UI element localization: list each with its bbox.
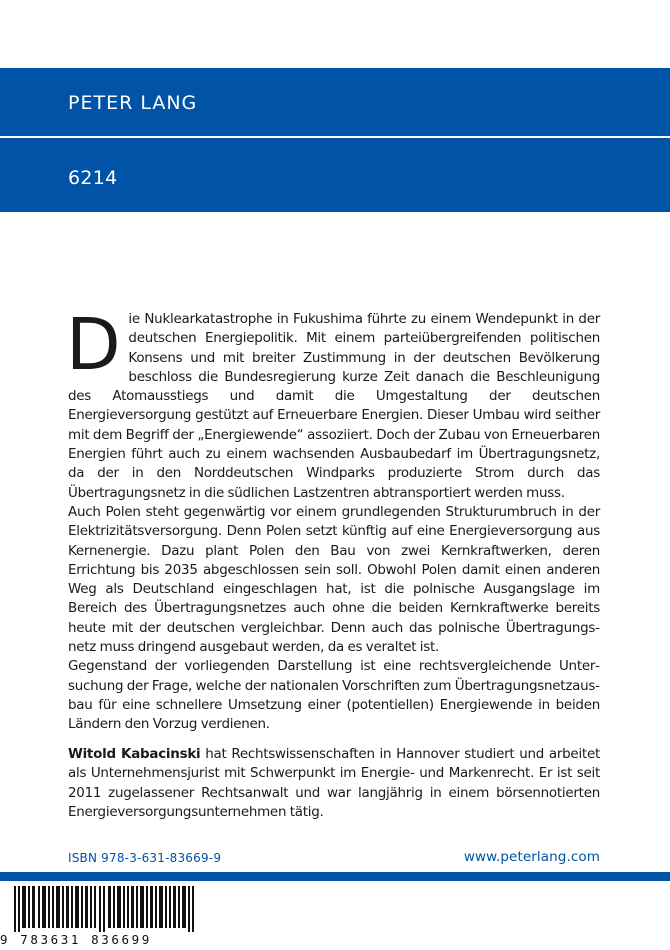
author-bio	[68, 745, 600, 822]
description-paragraph-3: Gegenstand der vorliegenden Darstellung ist eine rechtsvergleichende Untersuchung der Frage, welche der nationalen Vorschriften zum Übertragungsnetzausbau für eine schnellere Umsetzung einer (potentiellen) Energiewende in beiden Ländern den Vorzug verdienen.	[68, 659, 600, 733]
publisher-website-link[interactable]: www.peterlang.com	[463, 849, 600, 865]
author-name: Witold Kabacinski	[68, 747, 201, 762]
author-bio-text: hat Rechtswissenschaften in Hannover studiert und arbeitet als Unternehmensjurist mit Schwerpunkt im Energie- und Markenrecht. Er ist seit 2011 zugelassener Rechtsanwalt und war langjährig in einem börsennotierten Energieversorgungsunternehmen tätig.	[68, 747, 600, 820]
series-number: 6214	[68, 167, 118, 189]
header-band	[0, 68, 670, 136]
isbn-label: ISBN 978-3-631-83669-9	[68, 851, 222, 865]
description-paragraph-1-text: ie Nuklearkatastrophe in Fukushima führte zu einem Wendepunkt in der deutschen Energiepolitik. Mit einem parteiübergreifenden politischen Konsens und mit breiter Zustimmung in der deutschen Bevölkerung beschloss die Bundesregierung kurze Zeit danach die Beschleunigung des Atomausstiegs und damit die Umgestaltung der deutschen Energieversorgung gestützt auf Erneuerbare Energien. Dieser Umbau wird seither mit dem Begriff der „Energiewende“ assoziiert. Doch der Zubau von Erneuerbaren Energien führt auch zu einem wachsenden Ausbaubedarf im Übertragungsnetz, da der in den Norddeutschen Windparks produzierte Strom durch das Übertragungsnetz in die südlichen Lastzentren abtransportiert werden muss.	[68, 312, 600, 501]
barcode-icon	[4, 886, 218, 932]
series-band	[0, 138, 670, 212]
description-paragraph-1	[66, 303, 600, 503]
drop-cap: D	[66, 303, 121, 386]
publisher-name: PETER LANG	[68, 92, 198, 114]
isbn-barcode	[0, 886, 222, 948]
book-description	[66, 303, 600, 735]
description-paragraph-2: Auch Polen steht gegenwärtig vor einem grundlegenden Strukturumbruch in der Elektrizitätsversorgung. Denn Polen setzt künftig auf eine Energieversorgung aus Kernenergie. Dazu plant Polen den Bau von zwei Kernkraftwerken, deren Errichtung bis 2035 abgeschlossen sein soll. Obwohl Polen damit einen anderen Weg als Deutschland eingeschlagen hat, ist die polnische Ausgangslage im Bereich des Übertragungsnetzes auch ohne die beiden Kernkraftwerke bereits heute mit der deutschen vergleichbar. Denn auch das polnische Übertragungsnetz muss dringend ausgebaut werden, da es veraltet ist.	[68, 504, 600, 656]
barcode-digits: 9 783631 836699	[0, 932, 152, 947]
footer-band	[0, 872, 670, 881]
